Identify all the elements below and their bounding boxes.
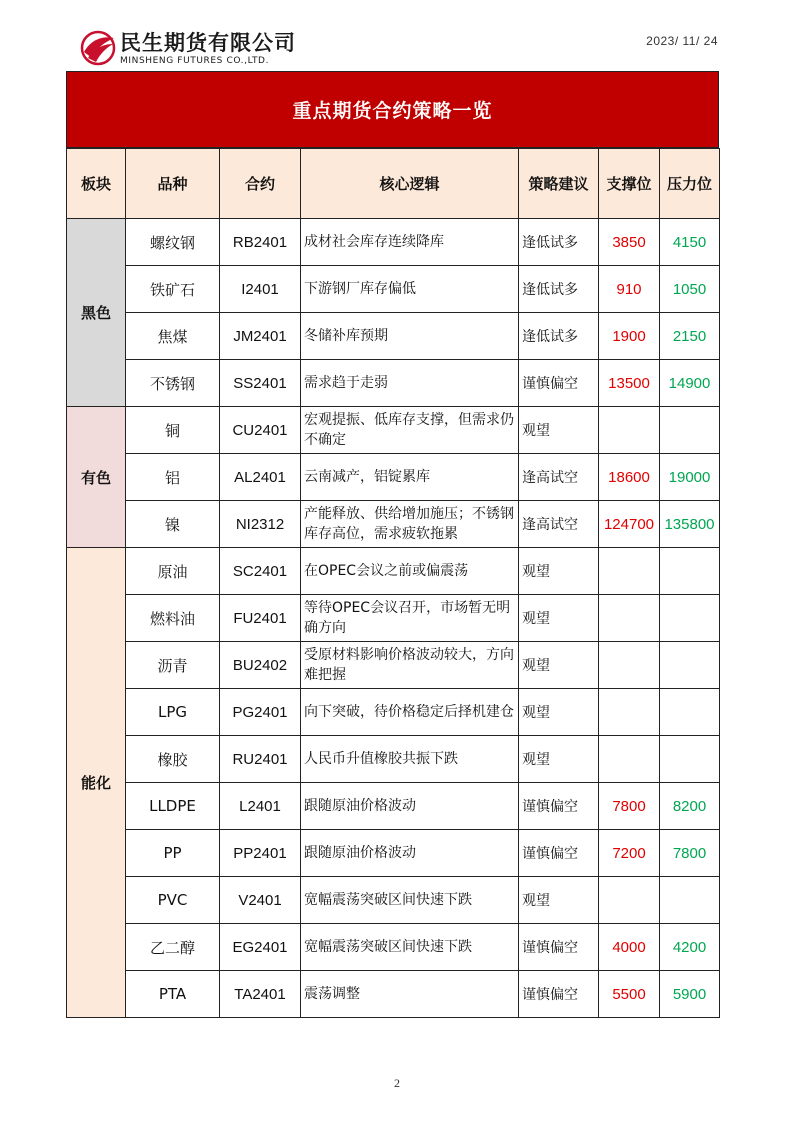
- logic-cell: 跟随原油价格波动: [301, 783, 519, 830]
- header-logic: 核心逻辑: [301, 149, 519, 219]
- support-cell: 13500: [599, 360, 660, 407]
- resistance-cell: [660, 689, 720, 736]
- contract-cell: CU2401: [220, 407, 301, 454]
- variety-cell: LPG: [126, 689, 220, 736]
- strategy-cell: 谨慎偏空: [519, 783, 599, 830]
- logic-cell: 需求趋于走弱: [301, 360, 519, 407]
- logic-cell: 人民币升值橡胶共振下跌: [301, 736, 519, 783]
- support-cell: 1900: [599, 313, 660, 360]
- resistance-cell: [660, 877, 720, 924]
- logic-cell: 震荡调整: [301, 971, 519, 1018]
- strategy-table: [66, 148, 720, 1018]
- sector-nonferrous: 有色: [67, 407, 126, 548]
- support-cell: [599, 736, 660, 783]
- support-cell: [599, 877, 660, 924]
- contract-cell: PP2401: [220, 830, 301, 877]
- strategy-cell: 谨慎偏空: [519, 971, 599, 1018]
- contract-cell: RB2401: [220, 219, 301, 266]
- table-row: [67, 501, 720, 548]
- contract-cell: FU2401: [220, 595, 301, 642]
- support-cell: 910: [599, 266, 660, 313]
- strategy-cell: 谨慎偏空: [519, 924, 599, 971]
- table-row: [67, 313, 720, 360]
- table-row: [67, 266, 720, 313]
- header-strategy: 策略建议: [519, 149, 599, 219]
- contract-cell: I2401: [220, 266, 301, 313]
- support-cell: [599, 689, 660, 736]
- table-row: [67, 219, 720, 266]
- strategy-cell: 观望: [519, 877, 599, 924]
- logic-cell: 在OPEC会议之前或偏震荡: [301, 548, 519, 595]
- support-cell: 5500: [599, 971, 660, 1018]
- contract-cell: NI2312: [220, 501, 301, 548]
- contract-cell: JM2401: [220, 313, 301, 360]
- variety-cell: 焦煤: [126, 313, 220, 360]
- table-row: [67, 830, 720, 877]
- header-resistance: 压力位: [660, 149, 720, 219]
- logic-cell: 等待OPEC会议召开，市场暂无明确方向: [301, 595, 519, 642]
- logic-cell: 向下突破，待价格稳定后择机建仓: [301, 689, 519, 736]
- header-support: 支撑位: [599, 149, 660, 219]
- resistance-cell: [660, 736, 720, 783]
- page-header: [0, 0, 794, 72]
- support-cell: [599, 548, 660, 595]
- resistance-cell: 2150: [660, 313, 720, 360]
- strategy-cell: 观望: [519, 595, 599, 642]
- contract-cell: EG2401: [220, 924, 301, 971]
- table-header-row: [67, 149, 720, 219]
- strategy-cell: 谨慎偏空: [519, 360, 599, 407]
- resistance-cell: 5900: [660, 971, 720, 1018]
- contract-cell: TA2401: [220, 971, 301, 1018]
- variety-cell: PP: [126, 830, 220, 877]
- resistance-cell: 8200: [660, 783, 720, 830]
- variety-cell: 沥青: [126, 642, 220, 689]
- logic-cell: 宽幅震荡突破区间快速下跌: [301, 877, 519, 924]
- contract-cell: AL2401: [220, 454, 301, 501]
- contract-cell: L2401: [220, 783, 301, 830]
- support-cell: [599, 642, 660, 689]
- logic-cell: 跟随原油价格波动: [301, 830, 519, 877]
- logic-cell: 下游钢厂库存偏低: [301, 266, 519, 313]
- logic-cell: 成材社会库存连续降库: [301, 219, 519, 266]
- contract-cell: SS2401: [220, 360, 301, 407]
- strategy-cell: 逢低试多: [519, 266, 599, 313]
- support-cell: 7200: [599, 830, 660, 877]
- contract-cell: SC2401: [220, 548, 301, 595]
- table-row: [67, 360, 720, 407]
- variety-cell: 螺纹钢: [126, 219, 220, 266]
- resistance-cell: 19000: [660, 454, 720, 501]
- resistance-cell: [660, 595, 720, 642]
- contract-cell: V2401: [220, 877, 301, 924]
- logic-cell: 产能释放、供给增加施压；不锈钢库存高位，需求疲软拖累: [301, 501, 519, 548]
- variety-cell: PTA: [126, 971, 220, 1018]
- variety-cell: 不锈钢: [126, 360, 220, 407]
- strategy-cell: 观望: [519, 407, 599, 454]
- resistance-cell: 4200: [660, 924, 720, 971]
- contract-cell: RU2401: [220, 736, 301, 783]
- contract-cell: PG2401: [220, 689, 301, 736]
- variety-cell: 燃料油: [126, 595, 220, 642]
- table-row: [67, 595, 720, 642]
- company-name-en: MINSHENG FUTURES CO.,LTD.: [120, 56, 270, 66]
- strategy-cell: 观望: [519, 736, 599, 783]
- resistance-cell: [660, 642, 720, 689]
- page-number: 2: [394, 1076, 400, 1090]
- sector-energy: 能化: [67, 548, 126, 1018]
- company-name-cn: 民生期货有限公司: [120, 31, 296, 55]
- variety-cell: 乙二醇: [126, 924, 220, 971]
- report-date: 2023/ 11/ 24: [646, 34, 718, 48]
- strategy-cell: 逢低试多: [519, 219, 599, 266]
- strategy-cell: 谨慎偏空: [519, 830, 599, 877]
- header-sector: 板块: [67, 149, 126, 219]
- minsheng-logo-icon: [80, 28, 116, 66]
- variety-cell: 铁矿石: [126, 266, 220, 313]
- resistance-cell: [660, 407, 720, 454]
- variety-cell: 铜: [126, 407, 220, 454]
- table-row: [67, 642, 720, 689]
- resistance-cell: 4150: [660, 219, 720, 266]
- table-row: [67, 689, 720, 736]
- table-row: [67, 971, 720, 1018]
- support-cell: 4000: [599, 924, 660, 971]
- contract-cell: BU2402: [220, 642, 301, 689]
- strategy-cell: 逢高试空: [519, 501, 599, 548]
- resistance-cell: 14900: [660, 360, 720, 407]
- variety-cell: 橡胶: [126, 736, 220, 783]
- header-variety: 品种: [126, 149, 220, 219]
- strategy-cell: 逢高试空: [519, 454, 599, 501]
- resistance-cell: [660, 548, 720, 595]
- table-row: [67, 924, 720, 971]
- table-row: [67, 548, 720, 595]
- logic-cell: 云南减产，铝锭累库: [301, 454, 519, 501]
- table-row: [67, 454, 720, 501]
- support-cell: [599, 595, 660, 642]
- variety-cell: LLDPE: [126, 783, 220, 830]
- logic-cell: 冬储补库预期: [301, 313, 519, 360]
- header-contract: 合约: [220, 149, 301, 219]
- strategy-cell: 逢低试多: [519, 313, 599, 360]
- support-cell: 124700: [599, 501, 660, 548]
- resistance-cell: 7800: [660, 830, 720, 877]
- support-cell: [599, 407, 660, 454]
- table-row: [67, 407, 720, 454]
- sector-black: 黑色: [67, 219, 126, 407]
- resistance-cell: 135800: [660, 501, 720, 548]
- logic-cell: 宏观提振、低库存支撑，但需求仍不确定: [301, 407, 519, 454]
- support-cell: 3850: [599, 219, 660, 266]
- strategy-cell: 观望: [519, 548, 599, 595]
- strategy-cell: 观望: [519, 642, 599, 689]
- support-cell: 7800: [599, 783, 660, 830]
- variety-cell: 铝: [126, 454, 220, 501]
- table-row: [67, 783, 720, 830]
- variety-cell: PVC: [126, 877, 220, 924]
- variety-cell: 镍: [126, 501, 220, 548]
- logic-cell: 宽幅震荡突破区间快速下跌: [301, 924, 519, 971]
- support-cell: 18600: [599, 454, 660, 501]
- strategy-cell: 观望: [519, 689, 599, 736]
- variety-cell: 原油: [126, 548, 220, 595]
- logic-cell: 受原材料影响价格波动较大，方向难把握: [301, 642, 519, 689]
- table-title-banner: 重点期货合约策略一览: [66, 71, 719, 148]
- resistance-cell: 1050: [660, 266, 720, 313]
- table-row: [67, 877, 720, 924]
- table-row: [67, 736, 720, 783]
